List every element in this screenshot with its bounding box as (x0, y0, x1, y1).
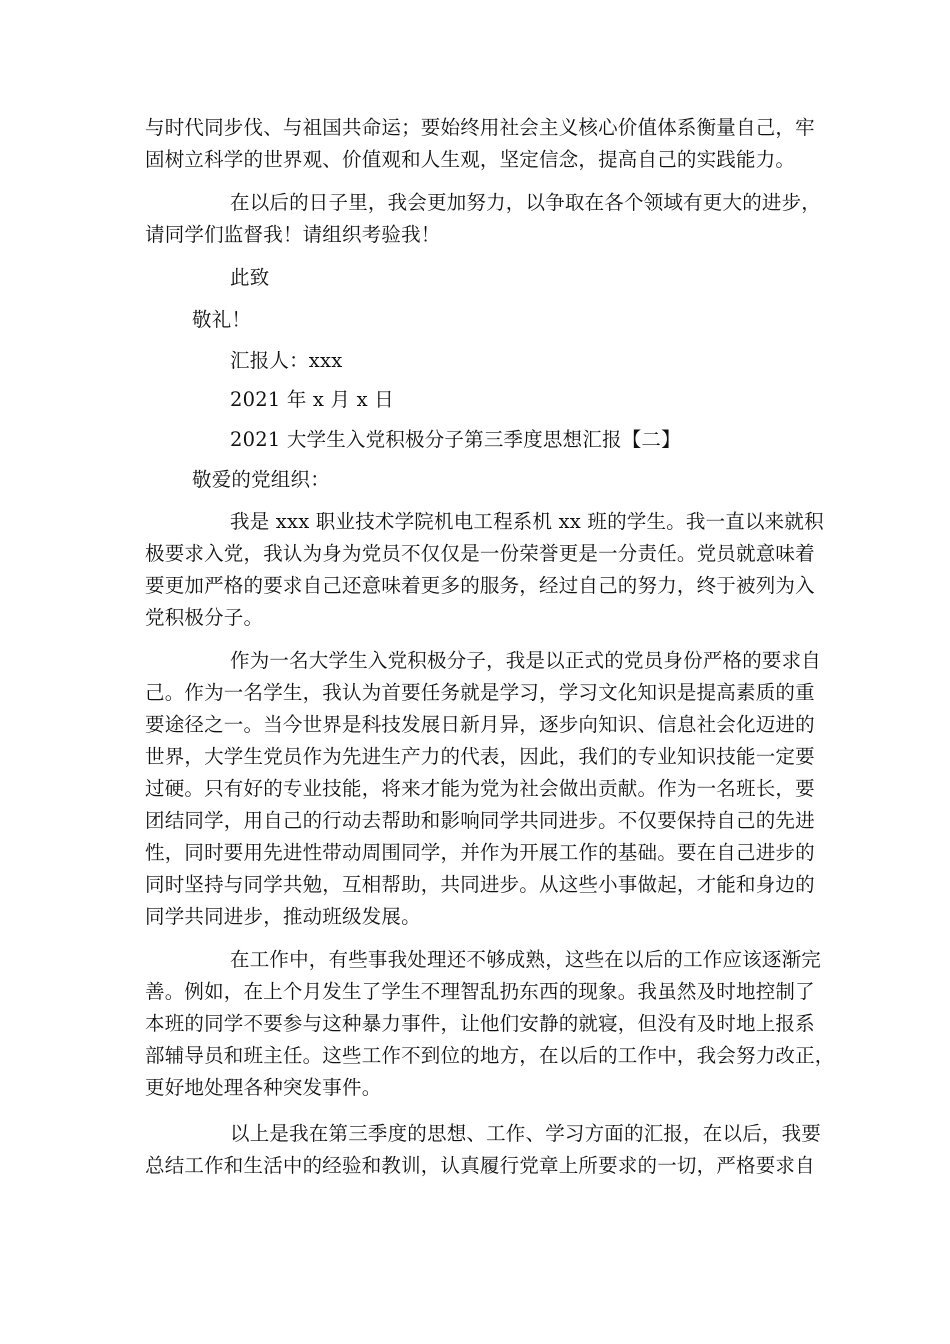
salute-text: 敬礼！ (192, 308, 252, 331)
reporter-line (230, 345, 810, 377)
text-line: 作为一名大学生入党积极分子，我是以正式的党员身份严格的要求自 (230, 649, 822, 672)
section-title-text: 2021 大学生入党积极分子第三季度思想汇报【二】 (230, 428, 681, 451)
date-line (230, 384, 810, 416)
text-line: 在工作中，有些事我处理还不够成熟，这些在以后的工作应该逐渐完 (230, 948, 822, 971)
text-line: 要途径之一。当今世界是科技发展日新月异，逐步向知识、信息社会化迈进的 (145, 713, 815, 736)
text-line: 过硬。只有好的专业技能，将来才能为党为社会做出贡献。作为一名班长，要 (145, 777, 815, 800)
greeting-text: 敬爱的党组织： (192, 468, 330, 491)
text-line: 党积极分子。 (145, 606, 264, 629)
paragraph-study (145, 645, 822, 933)
text-line: 同时坚持与同学共勉，互相帮助，共同进步。从这些小事做起，才能和身边的 (145, 873, 815, 896)
closing-text: 此致 (230, 266, 270, 289)
text-line: 总结工作和生活中的经验和教训，认真履行党章上所要求的一切，严格要求自 (145, 1154, 815, 1177)
text-line: 本班的同学不要参与这种暴力事件，让他们安静的就寝，但没有及时地上报系 (145, 1012, 815, 1035)
paragraph-summary (145, 1118, 822, 1182)
salute-line (192, 304, 857, 336)
text-line: 要更加严格的要求自己还意味着更多的服务，经过自己的努力，终于被列为入 (145, 574, 815, 597)
text-line: 善。例如，在上个月发生了学生不理智乱扔东西的现象。我虽然及时地控制了 (145, 980, 815, 1003)
closing-line (230, 262, 810, 294)
paragraph-commitment (145, 187, 822, 251)
text-line: 世界，大学生党员作为先进生产力的代表，因此，我们的专业知识技能一定要 (145, 745, 815, 768)
paragraph-intro (145, 506, 824, 634)
text-line: 同学共同进步，推动班级发展。 (145, 905, 421, 928)
text-line: 我是 xxx 职业技术学院机电工程系机 xx 班的学生。我一直以来就积 (230, 510, 824, 533)
greeting-line (192, 464, 857, 496)
text-line: 己。作为一名学生，我认为首要任务就是学习，学习文化知识是提高素质的重 (145, 681, 815, 704)
section-title (230, 424, 810, 456)
text-line: 极要求入党，我认为身为党员不仅仅是一份荣誉更是一分责任。党员就意味着 (145, 542, 815, 565)
text-line: 更好地处理各种突发事件。 (145, 1076, 382, 1099)
text-line: 在以后的日子里，我会更加努力，以争取在各个领域有更大的进步， (230, 191, 822, 214)
text-line: 请同学们监督我！请组织考验我！ (145, 223, 441, 246)
text-line: 以上是我在第三季度的思想、工作、学习方面的汇报，在以后，我要 (230, 1122, 822, 1145)
date-text: 2021 年 x 月 x 日 (230, 388, 394, 411)
text-line: 固树立科学的世界观、价值观和人生观，坚定信念，提高自己的实践能力。 (145, 148, 796, 171)
paragraph-work (145, 944, 835, 1104)
text-line: 团结同学，用自己的行动去帮助和影响同学共同进步。不仅要保持自己的先进 (145, 809, 815, 832)
text-line: 与时代同步伐、与祖国共命运；要始终用社会主义核心价值体系衡量自己，牢 (145, 116, 815, 139)
text-line: 性，同时要用先进性带动周围同学，并作为开展工作的基础。要在自己进步的 (145, 841, 815, 864)
paragraph-continuation (145, 112, 815, 176)
text-line: 部辅导员和班主任。这些工作不到位的地方，在以后的工作中，我会努力改正， (145, 1044, 835, 1067)
reporter-text: 汇报人：xxx (230, 349, 343, 372)
